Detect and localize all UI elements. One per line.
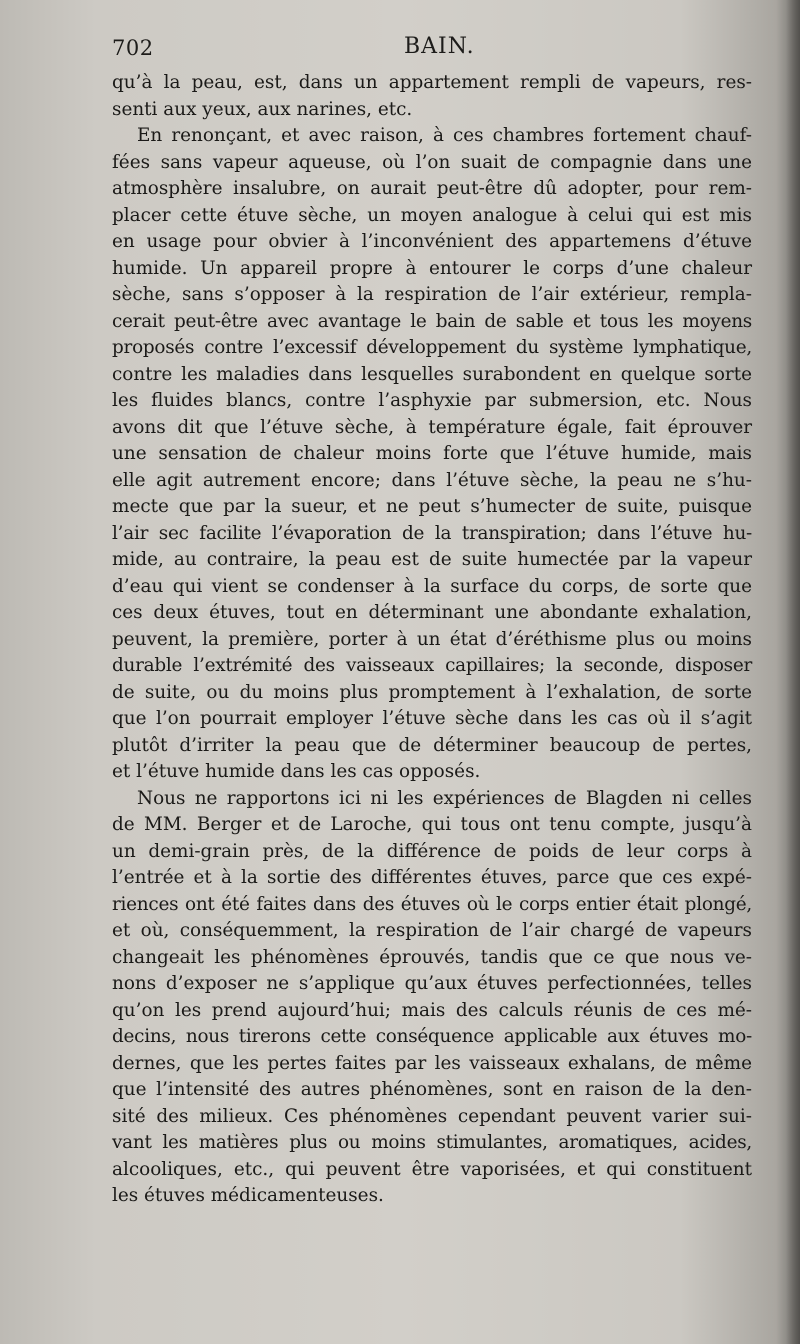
text-line: atmosphère insalubre, on aurait peut-être dû adopter, pour rem- bbox=[112, 178, 752, 199]
text-line: placer cette étuve sèche, un moyen analogue à celui qui est mis bbox=[112, 204, 752, 226]
text-line: sèche, sans s’opposer à la respiration de l’air extérieur, rempla- bbox=[112, 284, 752, 305]
text-line: mecte que par la sueur, et ne peut s’humecter de suite, puisque bbox=[112, 496, 752, 517]
text-line: mide, au contraire, la peau est de suite humectée par la vapeur bbox=[112, 549, 752, 570]
text-line: senti aux yeux, aux narines, etc. bbox=[112, 98, 413, 120]
text-line: qu’on les prend aujourd’hui; mais des calculs réunis de ces mé- bbox=[112, 999, 752, 1021]
text-line: dernes, que les pertes faites par les vaisseaux exhalans, de même bbox=[112, 1052, 752, 1074]
text-line: Nous ne rapportons ici ni les expériences de Blagden ni celles bbox=[137, 787, 752, 809]
text-line: plutôt d’irriter la peau que de déterminer beaucoup de pertes, bbox=[112, 734, 752, 756]
text-line: d’eau qui vient se condenser à la surface du corps, de sorte que bbox=[112, 575, 752, 597]
text-line: riences ont été faites dans des étuves où le corps entier était plongé, bbox=[112, 893, 752, 915]
text-line: que l’on pourrait employer l’étuve sèche dans les cas où il s’agit bbox=[112, 708, 752, 729]
page-number: 702 bbox=[112, 36, 154, 60]
text-line: contre les maladies dans lesquelles surabondent en quelque sorte bbox=[112, 363, 752, 385]
text-line: qu’à la peau, est, dans un appartement rempli de vapeurs, res- bbox=[112, 72, 752, 93]
text-line: nons d’exposer ne s’applique qu’aux étuves perfectionnées, telles bbox=[112, 973, 752, 994]
text-line: une sensation de chaleur moins forte que l’étuve humide, mais bbox=[112, 443, 752, 464]
text-line: durable l’extrémité des vaisseaux capillaires; la seconde, disposer bbox=[112, 655, 752, 676]
text-line: de suite, ou du moins plus promptement à l’exhalation, de sorte bbox=[112, 681, 752, 703]
text-line: proposés contre l’excessif développement du système lymphatique, bbox=[112, 337, 752, 358]
text-line: l’entrée et à la sortie des différentes étuves, parce que ces expé- bbox=[112, 867, 752, 888]
text-line: et l’étuve humide dans les cas opposés. bbox=[112, 761, 481, 782]
text-line: l’air sec facilite l’évaporation de la transpiration; dans l’étuve hu- bbox=[112, 522, 752, 544]
text-line: que l’intensité des autres phénomènes, sont en raison de la den- bbox=[112, 1079, 752, 1100]
text-line: fées sans vapeur aqueuse, où l’on suait de compagnie dans une bbox=[112, 151, 752, 173]
text-line: en usage pour obvier à l’inconvénient des appartemens d’étuve bbox=[112, 231, 752, 252]
page-header bbox=[112, 32, 752, 66]
body-text bbox=[112, 70, 752, 1210]
text-line: de MM. Berger et de Laroche, qui tous ont tenu compte, jusqu’à bbox=[112, 814, 752, 835]
text-line: vant les matières plus ou moins stimulantes, aromatiques, acides, bbox=[112, 1132, 752, 1153]
text-line: cerait peut-être avec avantage le bain de sable et tous les moyens bbox=[112, 310, 752, 332]
text-line: humide. Un appareil propre à entourer le corps d’une chaleur bbox=[112, 257, 752, 279]
text-line: et où, conséquemment, la respiration de l’air chargé de vapeurs bbox=[112, 920, 752, 941]
text-line: les fluides blancs, contre l’asphyxie par submersion, etc. Nous bbox=[112, 390, 752, 411]
text-line: alcooliques, etc., qui peuvent être vaporisées, et qui constituent bbox=[112, 1158, 752, 1180]
text-line: En renonçant, et avec raison, à ces chambres fortement chauf- bbox=[137, 125, 752, 146]
text-line: elle agit autrement encore; dans l’étuve sèche, la peau ne s’hu- bbox=[112, 469, 752, 491]
text-line: les étuves médicamenteuses. bbox=[112, 1185, 384, 1206]
text-line: peuvent, la première, porter à un état d’éréthisme plus ou moins bbox=[112, 628, 752, 650]
text-line: sité des milieux. Ces phénomènes cependant peuvent varier sui- bbox=[112, 1105, 752, 1127]
text-line: changeait les phénomènes éprouvés, tandis que ce que nous ve- bbox=[112, 946, 752, 968]
text-line: avons dit que l’étuve sèche, à température égale, fait éprouver bbox=[112, 416, 752, 438]
text-line: decins, nous tirerons cette conséquence applicable aux étuves mo- bbox=[112, 1026, 752, 1047]
text-line: ces deux étuves, tout en déterminant une abondante exhalation, bbox=[112, 602, 752, 623]
text-line: un demi-grain près, de la différence de poids de leur corps à bbox=[112, 840, 752, 862]
running-head: BAIN. bbox=[404, 34, 475, 59]
